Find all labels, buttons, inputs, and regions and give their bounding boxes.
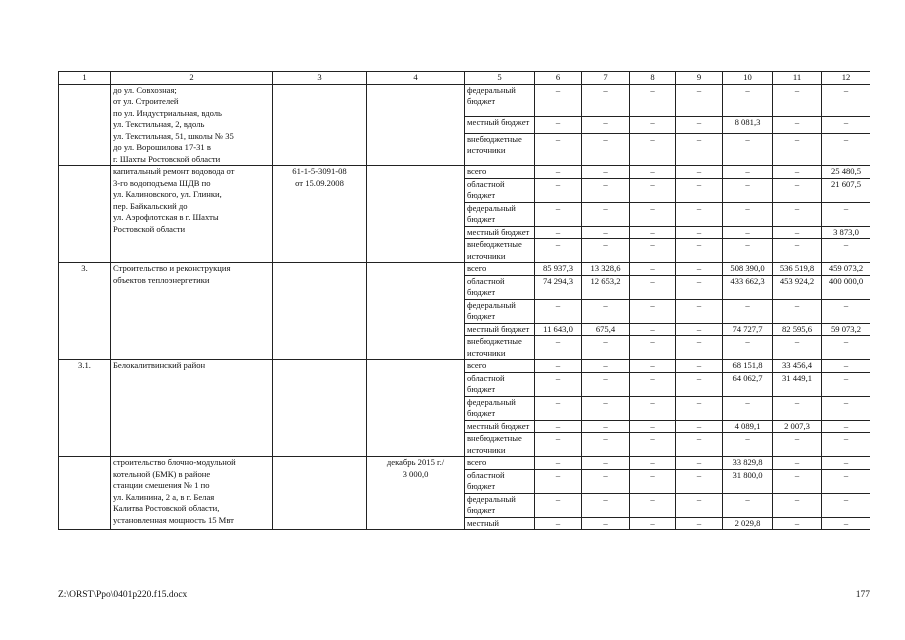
funding-source: всего [465, 457, 535, 470]
item-deadline [367, 84, 465, 166]
funding-value: – [535, 336, 582, 360]
funding-value: – [582, 116, 630, 133]
funding-value: – [723, 166, 773, 179]
funding-value: – [822, 202, 871, 226]
funding-value: – [630, 263, 676, 276]
column-number-row [59, 72, 871, 85]
funding-value: – [773, 84, 822, 116]
funding-value: – [630, 84, 676, 116]
item-deadline [367, 360, 465, 457]
funding-value: – [773, 493, 822, 517]
funding-source: внебюджетные источники [465, 239, 535, 263]
funding-value: 13 328,6 [582, 263, 630, 276]
funding-value: 31 800,0 [723, 469, 773, 493]
funding-value: – [630, 372, 676, 396]
column-number: 2 [111, 72, 273, 85]
funding-value: – [676, 336, 723, 360]
funding-value: 2 007,3 [773, 420, 822, 433]
funding-value: – [630, 116, 676, 133]
funding-value: – [773, 433, 822, 457]
column-number: 10 [723, 72, 773, 85]
funding-value: – [535, 84, 582, 116]
funding-source: местный бюджет [465, 116, 535, 133]
funding-value: – [676, 178, 723, 202]
funding-source: внебюджетные источники [465, 433, 535, 457]
funding-source: областной бюджет [465, 372, 535, 396]
funding-value: 31 449,1 [773, 372, 822, 396]
column-number: 8 [630, 72, 676, 85]
funding-value: – [822, 360, 871, 373]
funding-value: 64 062,7 [723, 372, 773, 396]
item-description: Белокалитвинский район [111, 360, 273, 457]
funding-source: всего [465, 360, 535, 373]
item-number [59, 457, 111, 530]
funding-value: – [582, 433, 630, 457]
funding-value: 12 653,2 [582, 275, 630, 299]
funding-value: – [630, 202, 676, 226]
funding-value: – [630, 133, 676, 165]
funding-value: 459 073,2 [822, 263, 871, 276]
item-description: до ул. Совхозная; от ул. Строителей по ул. Индустриальная, вдоль ул. Текстильная, 2, вдоль ул. Текстильная, 51, школы № 35 до ул. Ворошилова 17-31 в г. Шахты Ростовской области [111, 84, 273, 166]
item-document [273, 457, 367, 530]
funding-value: 33 456,4 [773, 360, 822, 373]
funding-value: – [582, 133, 630, 165]
funding-value: – [723, 133, 773, 165]
funding-source: внебюджетные источники [465, 336, 535, 360]
item-document [273, 84, 367, 166]
funding-value: – [822, 299, 871, 323]
funding-value: – [676, 433, 723, 457]
funding-value: – [723, 493, 773, 517]
funding-value: – [582, 84, 630, 116]
funding-value: – [630, 178, 676, 202]
column-number: 4 [367, 72, 465, 85]
funding-value: – [773, 202, 822, 226]
funding-source: местный бюджет [465, 420, 535, 433]
funding-value: – [535, 469, 582, 493]
funding-value: – [773, 239, 822, 263]
funding-value: – [582, 469, 630, 493]
funding-value: – [535, 226, 582, 239]
funding-value: – [723, 299, 773, 323]
file-path: Z:\ORST\Ppo\0401p220.f15.docx [58, 590, 188, 600]
funding-value: – [535, 360, 582, 373]
funding-value: – [535, 116, 582, 133]
funding-value: – [630, 323, 676, 336]
funding-value: – [582, 336, 630, 360]
funding-value: – [773, 166, 822, 179]
funding-value: – [676, 239, 723, 263]
funding-value: – [676, 372, 723, 396]
funding-value: – [773, 336, 822, 360]
funding-value: – [582, 239, 630, 263]
funding-value: 4 089,1 [723, 420, 773, 433]
funding-value: – [822, 493, 871, 517]
column-number: 7 [582, 72, 630, 85]
funding-value: 68 151,8 [723, 360, 773, 373]
funding-value: – [676, 133, 723, 165]
funding-value: 400 000,0 [822, 275, 871, 299]
funding-value: – [822, 420, 871, 433]
funding-value: – [582, 420, 630, 433]
funding-value: – [582, 396, 630, 420]
page-number: 177 [855, 590, 870, 600]
funding-value: – [630, 517, 676, 530]
funding-value: – [630, 360, 676, 373]
funding-value: – [582, 202, 630, 226]
column-number: 6 [535, 72, 582, 85]
funding-value: 21 607,5 [822, 178, 871, 202]
funding-value: – [822, 133, 871, 165]
funding-value: – [535, 299, 582, 323]
table-row [59, 166, 871, 179]
table-row [59, 360, 871, 373]
funding-value: – [582, 166, 630, 179]
funding-source: местный бюджет [465, 226, 535, 239]
funding-value: – [630, 469, 676, 493]
funding-value: – [630, 299, 676, 323]
funding-value: 74 294,3 [535, 275, 582, 299]
funding-value: – [582, 372, 630, 396]
funding-source: областной бюджет [465, 178, 535, 202]
funding-value: – [773, 396, 822, 420]
funding-value: – [582, 517, 630, 530]
funding-value: – [630, 457, 676, 470]
funding-value: – [582, 226, 630, 239]
funding-value: 25 480,5 [822, 166, 871, 179]
funding-value: – [535, 133, 582, 165]
column-number: 1 [59, 72, 111, 85]
funding-value: 536 519,8 [773, 263, 822, 276]
funding-value: – [676, 166, 723, 179]
funding-value: – [582, 457, 630, 470]
investment-table [58, 71, 870, 530]
funding-value: – [822, 336, 871, 360]
funding-value: – [676, 275, 723, 299]
funding-value: – [535, 372, 582, 396]
item-document [273, 263, 367, 360]
funding-value: – [535, 396, 582, 420]
column-number: 9 [676, 72, 723, 85]
item-description: строительство блочно-модульной котельной (БМК) в районе станции смешения № 1 по ул. Калинина, 2 а, в г. Белая Калитва Ростовской области, установленная мощность 15 Мвт [111, 457, 273, 530]
funding-source: федеральный бюджет [465, 202, 535, 226]
funding-value: 3 873,0 [822, 226, 871, 239]
funding-value: – [676, 323, 723, 336]
funding-value: – [676, 396, 723, 420]
funding-value: – [723, 433, 773, 457]
funding-value: – [822, 433, 871, 457]
funding-source: местный бюджет [465, 323, 535, 336]
funding-value: – [630, 239, 676, 263]
funding-value: 2 029,8 [723, 517, 773, 530]
funding-value: – [676, 493, 723, 517]
column-number: 3 [273, 72, 367, 85]
funding-value: 33 829,8 [723, 457, 773, 470]
funding-value: – [630, 336, 676, 360]
funding-value: – [676, 457, 723, 470]
item-number: 3. [59, 263, 111, 360]
funding-value: – [676, 226, 723, 239]
funding-value: – [630, 166, 676, 179]
funding-value: – [582, 299, 630, 323]
funding-value: – [822, 517, 871, 530]
funding-value: – [822, 469, 871, 493]
funding-value: – [582, 178, 630, 202]
funding-value: – [535, 166, 582, 179]
funding-value: 675,4 [582, 323, 630, 336]
item-deadline: декабрь 2015 г./ 3 000,0 [367, 457, 465, 530]
funding-value: – [723, 84, 773, 116]
funding-value: – [773, 116, 822, 133]
funding-source: федеральный бюджет [465, 299, 535, 323]
funding-value: – [773, 178, 822, 202]
funding-value: – [676, 263, 723, 276]
funding-value: – [723, 202, 773, 226]
funding-value: – [630, 433, 676, 457]
funding-value: – [676, 202, 723, 226]
funding-value: – [535, 457, 582, 470]
funding-value: – [535, 517, 582, 530]
item-number [59, 84, 111, 166]
funding-value: – [630, 275, 676, 299]
funding-value: – [630, 493, 676, 517]
funding-value: – [822, 116, 871, 133]
funding-value: – [535, 202, 582, 226]
column-number: 12 [822, 72, 871, 85]
funding-value: – [723, 178, 773, 202]
investment-table-sheet [58, 71, 870, 589]
table-row [59, 263, 871, 276]
funding-value: – [676, 420, 723, 433]
funding-value: – [773, 469, 822, 493]
funding-source: всего [465, 166, 535, 179]
funding-source: федеральный бюджет [465, 84, 535, 116]
funding-value: – [630, 420, 676, 433]
funding-value: 82 595,6 [773, 323, 822, 336]
funding-source: областной бюджет [465, 469, 535, 493]
column-number: 5 [465, 72, 535, 85]
funding-source: областной бюджет [465, 275, 535, 299]
funding-source: федеральный бюджет [465, 493, 535, 517]
funding-value: – [773, 226, 822, 239]
funding-value: 508 390,0 [723, 263, 773, 276]
funding-source: местный [465, 517, 535, 530]
funding-value: – [723, 226, 773, 239]
funding-value: – [582, 493, 630, 517]
funding-value: 433 662,3 [723, 275, 773, 299]
funding-value: – [630, 396, 676, 420]
funding-value: 11 643,0 [535, 323, 582, 336]
item-document [273, 360, 367, 457]
item-description: капитальный ремонт водовода от 3-го водоподъема ШДВ по ул. Калиновского, ул. Глинки, пер. Байкальский до ул. Аэрофлотская в г. Шахты Ростовской области [111, 166, 273, 263]
funding-value: – [676, 299, 723, 323]
funding-value: – [535, 420, 582, 433]
item-description: Строительство и реконструкция объектов теплоэнергетики [111, 263, 273, 360]
funding-source: федеральный бюджет [465, 396, 535, 420]
funding-value: – [773, 299, 822, 323]
funding-value: – [723, 239, 773, 263]
funding-value: – [535, 239, 582, 263]
funding-value: 85 937,3 [535, 263, 582, 276]
funding-value: – [723, 336, 773, 360]
funding-value: – [773, 457, 822, 470]
funding-value: 453 924,2 [773, 275, 822, 299]
funding-value: – [676, 360, 723, 373]
funding-value: – [822, 84, 871, 116]
funding-value: – [822, 372, 871, 396]
funding-value: – [822, 396, 871, 420]
funding-value: – [676, 469, 723, 493]
funding-value: – [582, 360, 630, 373]
funding-value: – [535, 178, 582, 202]
funding-value: – [535, 493, 582, 517]
item-number: 3.1. [59, 360, 111, 457]
funding-value: – [822, 457, 871, 470]
funding-value: – [630, 226, 676, 239]
funding-value: – [773, 133, 822, 165]
item-number [59, 166, 111, 263]
funding-value: 74 727,7 [723, 323, 773, 336]
funding-source: всего [465, 263, 535, 276]
funding-source: внебюджетные источники [465, 133, 535, 165]
funding-value: – [676, 84, 723, 116]
funding-value: 59 073,2 [822, 323, 871, 336]
item-deadline [367, 166, 465, 263]
funding-value: 8 081,3 [723, 116, 773, 133]
item-deadline [367, 263, 465, 360]
item-document: 61-1-5-3091-08 от 15.09.2008 [273, 166, 367, 263]
funding-value: – [723, 396, 773, 420]
column-number: 11 [773, 72, 822, 85]
funding-value: – [676, 517, 723, 530]
table-row [59, 457, 871, 470]
table-row [59, 84, 871, 116]
funding-value: – [535, 433, 582, 457]
funding-value: – [822, 239, 871, 263]
funding-value: – [773, 517, 822, 530]
funding-value: – [676, 116, 723, 133]
